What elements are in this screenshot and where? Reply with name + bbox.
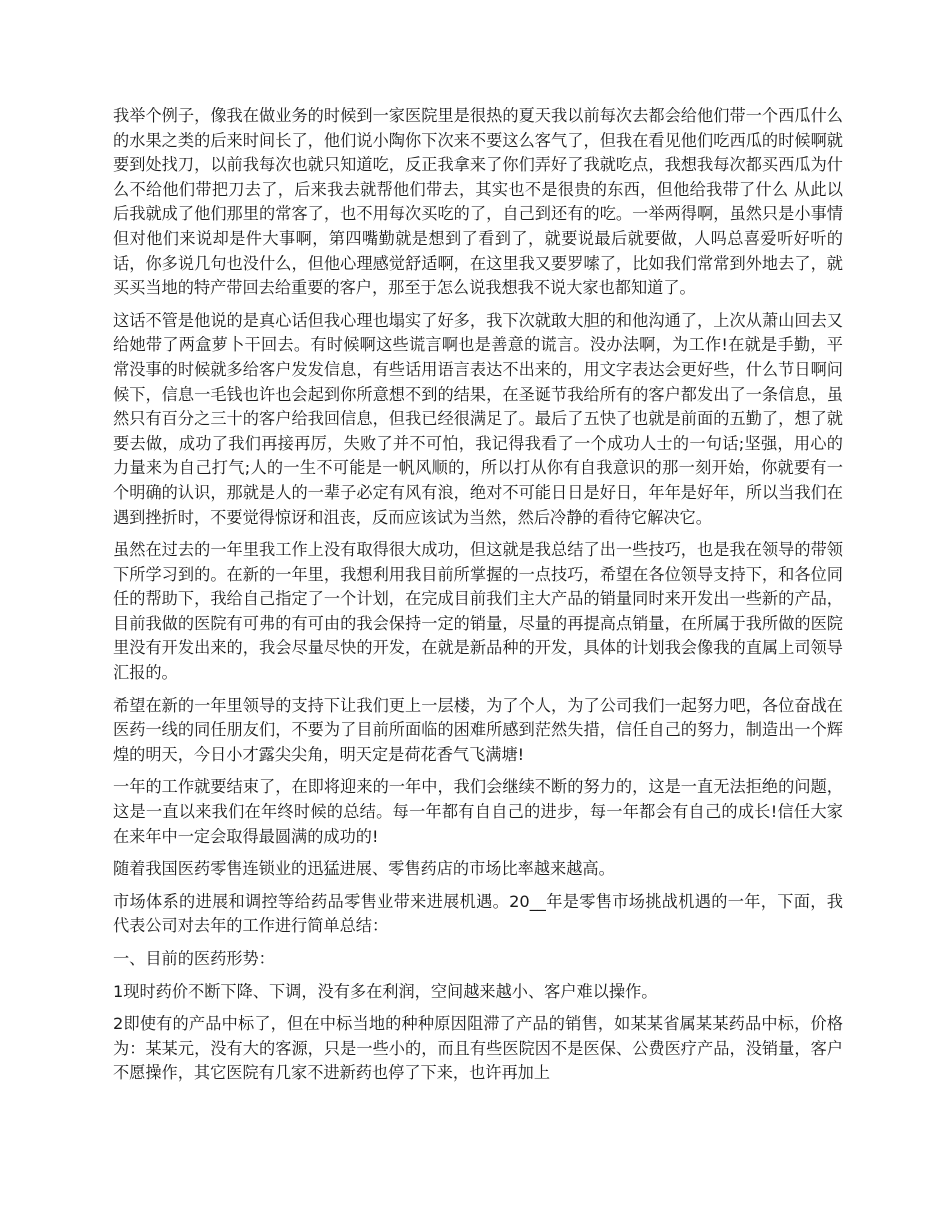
section-heading-pharma-situation: 一、目前的医药形势： xyxy=(113,949,275,968)
list-item-price-decline: 1现时药价不断下降、下调，没有多在利润，空间越来越小、客户难以操作。 xyxy=(113,981,658,1001)
paragraph-honesty-and-diligence: 这话不管是他说的是真心话但我心理也塌实了好多，我下次就敢大胆的和他沟通了，上次从萧山回去又给她带了两盒萝卜干回去。有时候啊这些谎言啊也是善意的谎言。没办法啊，为工作!在就是手勤，平常没事的时候就多给客户发发信息，有些话用语言表达不出来的，用文字表达会更好些，什么节日啊问候下，信息一毛钱也许也会起到你所意想不到的结果，在圣诞节我给所有的客户都发出了一条信息，虽然只有百分之三十的客户给我回信息，但我已经很满足了。最后了五快了也就是前面的五勤了，想了就要去做，成功了我们再接再厉，失败了并不可怕，我记得我看了一个成功人士的一句话;坚强，用心的力量来为自己打气;人的一生不可能是一帆风顺的，所以打从你有自我意识的那一刻开始，你就要有一个明确的认识，那就是人的一辈子必定有风有浪，绝对不可能日日是好日，年年是好年，所以当我们在遇到挫折时，不要觉得惊讶和沮丧，反而应该试为当然，然后冷静的看待它解决它。 xyxy=(113,310,843,527)
paragraph-retail-growth: 随着我国医药零售连锁业的迅猛进展、零售药店的市场比率越来越高。 xyxy=(113,859,615,879)
document-body xyxy=(113,104,843,1094)
paragraph-year-end-summary: 一年的工作就要结束了，在即将迎来的一年中，我们会继续不断的努力的，这是一直无法拒绝的问题，这是一直以来我们在年终时候的总结。每一年都有自自己的进步，每一年都会有自己的成长!信任大家在来年中一定会取得最圆满的成功的! xyxy=(113,777,843,846)
paragraph-example-watermelon: 我举个例子，像我在做业务的时候到一家医院里是很热的夏天我以前每次去都会给他们带一个西瓜什么的水果之类的后来时间长了，他们说小陶你下次来不要这么客气了，但我在看见他们吃西瓜的时候啊就要到处找刀，以前我每次也就只知道吃，反正我拿来了你们弄好了我就吃点，我想我每次都买西瓜为什么不给他们带把刀去了，后来我去就帮他们带去，其实也不是很贵的东西，但他给我带了什么 从此以后我就成了他们那里的常客了，也不用每次买吃的了，自己到还有的吃。一举两得啊，虽然只是小事情但对他们来说却是件大事啊，第四嘴勤就是想到了看到了，就要说最后就要做，人吗总喜爱听好听的话，你多说几句也没什么，但他心理感觉舒适啊，在这里我又要罗嗦了，比如我们常常到外地去了，就买买当地的特产带回去给重要的客户，那至于怎么说我想我不说大家也都知道了。 xyxy=(113,106,843,298)
paragraph-encouragement: 希望在新的一年里领导的支持下让我们更上一层楼，为了个人，为了公司我们一起努力吧，各位奋战在医药一线的同任朋友们，不要为了目前所面临的困难所感到茫然失措，信任自己的努力，制造出一个辉煌的明天，今日小才露尖尖角，明天定是荷花香气飞满塘! xyxy=(113,695,843,764)
paragraph-market-opportunity: 市场体系的进展和调控等给药品零售业带来进展机遇。20__年是零售市场挑战机遇的一年，下面，我代表公司对去年的工作进行简单总结： xyxy=(113,891,843,936)
list-item-bid-winning: 2即使有的产品中标了，但在中标当地的种种原因阻滞了产品的销售，如某某省属某某药品中标，价格为：某某元，没有大的客源，只是一些小的，而且有些医院因不是医保、公费医疗产品，没销量，客户不愿操作，其它医院有几家不进新药也停了下来，也许再加上 xyxy=(113,1014,843,1083)
paragraph-new-year-plan: 虽然在过去的一年里我工作上没有取得很大成功，但这就是我总结了出一些技巧，也是我在领导的带领下所学习到的。在新的一年里，我想利用我目前所掌握的一点技巧，希望在各位领导支持下，和各位同任的帮助下，我给自己指定了一个计划，在完成目前我们主大产品的销量同时来开发出一些新的产品，目前我做的医院有可弗的有可由的我会保持一定的销量，尽量的再提高点销量，在所属于我所做的医院里没有开发出来的，我会尽量尽快的开发，在就是新品种的开发，具体的计划我会像我的直属上司领导汇报的。 xyxy=(113,540,843,683)
